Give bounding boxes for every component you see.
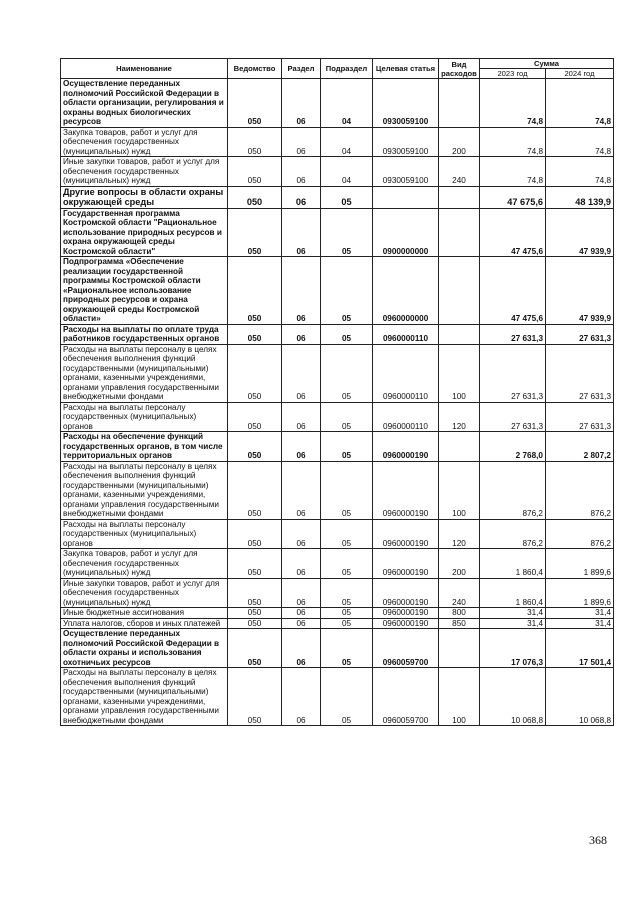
cell-celevaya-statya: 0960000190 [373, 432, 439, 462]
cell-vid-rashodov [439, 432, 480, 462]
cell-celevaya-statya: 0960059700 [373, 668, 439, 726]
cell-vedomstvo: 050 [228, 618, 282, 629]
cell-sum-2024: 876,2 [546, 461, 614, 519]
table-row [61, 519, 614, 549]
cell-razdel: 06 [282, 157, 321, 187]
cell-razdel: 06 [282, 186, 321, 208]
cell-vid-rashodov: 120 [439, 402, 480, 432]
cell-sum-2023: 47 475,6 [480, 208, 546, 257]
cell-sum-2024: 2 807,2 [546, 432, 614, 462]
cell-name: Другие вопросы в области охраны окружающей среды [61, 186, 228, 208]
cell-vedomstvo: 050 [228, 402, 282, 432]
cell-sum-2024: 47 939,9 [546, 208, 614, 257]
budget-table [60, 58, 614, 726]
cell-celevaya-statya: 0930059100 [373, 79, 439, 128]
cell-podrazdel: 04 [321, 157, 373, 187]
cell-vid-rashodov: 240 [439, 157, 480, 187]
cell-vid-rashodov [439, 324, 480, 344]
cell-sum-2024: 48 139,9 [546, 186, 614, 208]
table-row [61, 157, 614, 187]
cell-razdel: 06 [282, 608, 321, 619]
cell-vid-rashodov [439, 257, 480, 325]
cell-vedomstvo: 050 [228, 208, 282, 257]
cell-vid-rashodov [439, 79, 480, 128]
cell-vid-rashodov: 200 [439, 549, 480, 579]
cell-name: Расходы на выплаты по оплате труда работников государственных органов [61, 324, 228, 344]
cell-name: Закупка товаров, работ и услуг для обеспечения государственных (муниципальных) нужд [61, 549, 228, 579]
cell-celevaya-statya [373, 186, 439, 208]
cell-celevaya-statya: 0960000110 [373, 402, 439, 432]
table-row [61, 186, 614, 208]
header-vid-rashodov: Вид расходов [439, 59, 480, 79]
cell-name: Расходы на выплаты персоналу государственных (муниципальных) органов [61, 402, 228, 432]
cell-sum-2023: 27 631,3 [480, 402, 546, 432]
table-row [61, 257, 614, 325]
cell-name: Закупка товаров, работ и услуг для обеспечения государственных (муниципальных) нужд [61, 127, 228, 157]
cell-sum-2024: 27 631,3 [546, 324, 614, 344]
cell-vid-rashodov: 850 [439, 618, 480, 629]
cell-sum-2023: 47 475,6 [480, 257, 546, 325]
table-row [61, 578, 614, 608]
cell-name: Расходы на выплаты персоналу государственных (муниципальных) органов [61, 519, 228, 549]
cell-sum-2023: 31,4 [480, 618, 546, 629]
cell-podrazdel: 05 [321, 344, 373, 402]
table-row [61, 461, 614, 519]
cell-razdel: 06 [282, 324, 321, 344]
header-name: Наименование [61, 59, 228, 79]
cell-vedomstvo: 050 [228, 461, 282, 519]
cell-vid-rashodov [439, 186, 480, 208]
cell-name: Уплата налогов, сборов и иных платежей [61, 618, 228, 629]
table-row [61, 629, 614, 668]
cell-vedomstvo: 050 [228, 186, 282, 208]
cell-sum-2024: 10 068,8 [546, 668, 614, 726]
cell-podrazdel: 05 [321, 208, 373, 257]
cell-vedomstvo: 050 [228, 127, 282, 157]
cell-podrazdel: 05 [321, 324, 373, 344]
cell-vid-rashodov: 100 [439, 668, 480, 726]
cell-vedomstvo: 050 [228, 432, 282, 462]
cell-name: Иные закупки товаров, работ и услуг для обеспечения государственных (муниципальных) нужд [61, 157, 228, 187]
cell-vedomstvo: 050 [228, 549, 282, 579]
header-vedomstvo: Ведомство [228, 59, 282, 79]
cell-sum-2023: 27 631,3 [480, 324, 546, 344]
cell-name: Расходы на выплаты персоналу в целях обеспечения выполнения функций государственными (муниципальными) органами, казенными учреждениями, органами управления государственными внебюджетными фондами [61, 461, 228, 519]
cell-celevaya-statya: 0960000110 [373, 324, 439, 344]
cell-razdel: 06 [282, 578, 321, 608]
table-row [61, 344, 614, 402]
cell-sum-2024: 876,2 [546, 519, 614, 549]
cell-sum-2024: 31,4 [546, 608, 614, 619]
cell-name: Расходы на обеспечение функций государственных органов, в том числе территориальных органов [61, 432, 228, 462]
header-year-2023: 2023 год [480, 69, 546, 79]
cell-podrazdel: 05 [321, 629, 373, 668]
cell-vid-rashodov [439, 208, 480, 257]
cell-sum-2024: 1 899,6 [546, 578, 614, 608]
cell-vid-rashodov: 120 [439, 519, 480, 549]
cell-sum-2023: 1 860,4 [480, 549, 546, 579]
cell-vedomstvo: 050 [228, 157, 282, 187]
cell-razdel: 06 [282, 629, 321, 668]
table-row [61, 402, 614, 432]
cell-sum-2023: 27 631,3 [480, 344, 546, 402]
cell-celevaya-statya: 0960000190 [373, 608, 439, 619]
cell-celevaya-statya: 0960000110 [373, 344, 439, 402]
cell-podrazdel: 05 [321, 402, 373, 432]
cell-razdel: 06 [282, 432, 321, 462]
cell-sum-2024: 47 939,9 [546, 257, 614, 325]
table-row [61, 618, 614, 629]
cell-name: Иные закупки товаров, работ и услуг для обеспечения государственных (муниципальных) нужд [61, 578, 228, 608]
cell-razdel: 06 [282, 79, 321, 128]
cell-sum-2023: 31,4 [480, 608, 546, 619]
cell-celevaya-statya: 0930059100 [373, 157, 439, 187]
cell-sum-2023: 876,2 [480, 519, 546, 549]
cell-name: Расходы на выплаты персоналу в целях обеспечения выполнения функций государственными (муниципальными) органами, казенными учреждениями, органами управления государственными внебюджетными фондами [61, 344, 228, 402]
cell-vedomstvo: 050 [228, 668, 282, 726]
cell-razdel: 06 [282, 549, 321, 579]
cell-podrazdel: 04 [321, 127, 373, 157]
cell-razdel: 06 [282, 344, 321, 402]
cell-celevaya-statya: 0900000000 [373, 208, 439, 257]
cell-podrazdel: 05 [321, 578, 373, 608]
cell-sum-2023: 74,8 [480, 127, 546, 157]
cell-razdel: 06 [282, 257, 321, 325]
cell-podrazdel: 05 [321, 432, 373, 462]
table-row [61, 432, 614, 462]
cell-podrazdel: 05 [321, 618, 373, 629]
cell-vedomstvo: 050 [228, 344, 282, 402]
cell-razdel: 06 [282, 618, 321, 629]
cell-razdel: 06 [282, 208, 321, 257]
cell-sum-2023: 1 860,4 [480, 578, 546, 608]
cell-celevaya-statya: 0960000190 [373, 519, 439, 549]
table-row [61, 127, 614, 157]
table-row [61, 208, 614, 257]
cell-celevaya-statya: 0960000190 [373, 618, 439, 629]
table-row [61, 324, 614, 344]
cell-vedomstvo: 050 [228, 629, 282, 668]
cell-name: Расходы на выплаты персоналу в целях обеспечения выполнения функций государственными (муниципальными) органами, казенными учреждениями, органами управления государственными внебюджетными фондами [61, 668, 228, 726]
cell-podrazdel: 05 [321, 668, 373, 726]
cell-podrazdel: 05 [321, 257, 373, 325]
cell-sum-2024: 74,8 [546, 127, 614, 157]
cell-sum-2023: 74,8 [480, 79, 546, 128]
header-year-2024: 2024 год [546, 69, 614, 79]
cell-podrazdel: 04 [321, 79, 373, 128]
cell-vedomstvo: 050 [228, 324, 282, 344]
cell-sum-2024: 74,8 [546, 79, 614, 128]
cell-celevaya-statya: 0960000190 [373, 461, 439, 519]
cell-sum-2023: 74,8 [480, 157, 546, 187]
cell-sum-2024: 31,4 [546, 618, 614, 629]
cell-podrazdel: 05 [321, 608, 373, 619]
cell-sum-2024: 74,8 [546, 157, 614, 187]
cell-celevaya-statya: 0960059700 [373, 629, 439, 668]
cell-celevaya-statya: 0930059100 [373, 127, 439, 157]
cell-vid-rashodov: 100 [439, 344, 480, 402]
cell-name: Подпрограмма «Обеспечение реализации государственной программы Костромской области «Рациональное использование природных ресурсов и охрана окружающей среды Костромской области» [61, 257, 228, 325]
cell-podrazdel: 05 [321, 519, 373, 549]
header-row [61, 59, 614, 69]
cell-razdel: 06 [282, 668, 321, 726]
cell-vid-rashodov: 800 [439, 608, 480, 619]
cell-razdel: 06 [282, 519, 321, 549]
cell-sum-2023: 2 768,0 [480, 432, 546, 462]
table-row [61, 79, 614, 128]
cell-celevaya-statya: 0960000000 [373, 257, 439, 325]
cell-sum-2024: 1 899,6 [546, 549, 614, 579]
cell-sum-2024: 17 501,4 [546, 629, 614, 668]
page-number: 368 [589, 833, 607, 847]
cell-name: Осуществление переданных полномочий Российской Федерации в области охраны и использования охотничьих ресурсов [61, 629, 228, 668]
cell-vid-rashodov: 100 [439, 461, 480, 519]
cell-name: Иные бюджетные ассигнования [61, 608, 228, 619]
table-body [61, 79, 614, 726]
cell-sum-2023: 876,2 [480, 461, 546, 519]
cell-sum-2024: 27 631,3 [546, 402, 614, 432]
header-podrazdel: Подраздел [321, 59, 373, 79]
cell-vedomstvo: 050 [228, 257, 282, 325]
cell-sum-2023: 47 675,6 [480, 186, 546, 208]
cell-celevaya-statya: 0960000190 [373, 578, 439, 608]
cell-celevaya-statya: 0960000190 [373, 549, 439, 579]
header-razdel: Раздел [282, 59, 321, 79]
cell-sum-2024: 27 631,3 [546, 344, 614, 402]
cell-name: Осуществление переданных полномочий Российской Федерации в области организации, регулирования и охраны водных биологических ресурсов [61, 79, 228, 128]
cell-podrazdel: 05 [321, 461, 373, 519]
header-summa: Сумма [480, 59, 614, 69]
cell-podrazdel: 05 [321, 186, 373, 208]
cell-sum-2023: 10 068,8 [480, 668, 546, 726]
cell-vedomstvo: 050 [228, 608, 282, 619]
cell-razdel: 06 [282, 127, 321, 157]
cell-vid-rashodov: 240 [439, 578, 480, 608]
cell-vedomstvo: 050 [228, 79, 282, 128]
cell-name: Государственная программа Костромской области "Рациональное использование природных ресурсов и охрана окружающей среды Костромской области" [61, 208, 228, 257]
cell-podrazdel: 05 [321, 549, 373, 579]
header-celevaya-statya: Целевая статья [373, 59, 439, 79]
cell-razdel: 06 [282, 402, 321, 432]
cell-vedomstvo: 050 [228, 519, 282, 549]
cell-razdel: 06 [282, 461, 321, 519]
cell-vid-rashodov: 200 [439, 127, 480, 157]
table-row [61, 608, 614, 619]
table-row [61, 549, 614, 579]
cell-vid-rashodov [439, 629, 480, 668]
cell-sum-2023: 17 076,3 [480, 629, 546, 668]
table-row [61, 668, 614, 726]
cell-vedomstvo: 050 [228, 578, 282, 608]
